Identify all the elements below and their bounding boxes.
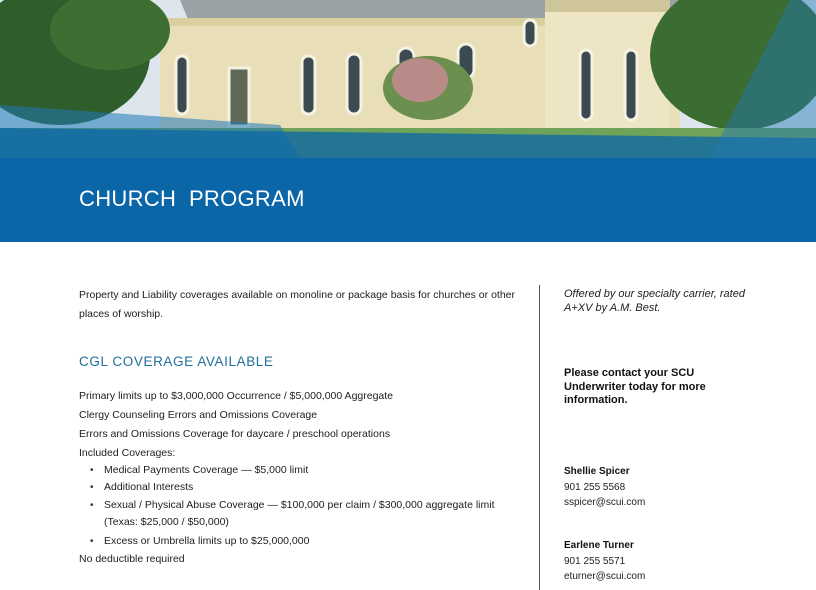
list-item-text: Excess or Umbrella limits up to $25,000,000: [104, 535, 310, 547]
coverage-line: Primary limits up to $3,000,000 Occurrence / $5,000,000 Aggregate: [79, 390, 394, 402]
list-item-text: Medical Payments Coverage — $5,000 limit: [104, 464, 309, 476]
deductible-note: No deductible required: [79, 553, 185, 565]
coverage-line: Clergy Counseling Errors and Omissions Coverage: [79, 409, 318, 421]
contact-name: Earlene Turner: [564, 540, 634, 551]
list-item: [90, 533, 504, 550]
bullet-icon: •: [90, 482, 94, 493]
coverage-line: Errors and Omissions Coverage for daycare / preschool operations: [79, 428, 391, 440]
contact-email[interactable]: sspicer@scui.com: [564, 497, 646, 508]
contact-phone: 901 255 5568: [564, 482, 626, 493]
hero-photo: [0, 0, 816, 158]
bullet-icon: •: [90, 465, 94, 476]
list-item-text: Sexual / Physical Abuse Coverage — $100,000 per claim / $300,000 aggregate limit (Texas: $25,000 / $50,000): [104, 499, 495, 528]
included-coverages-label: Included Coverages:: [79, 447, 176, 459]
church-photo-illustration: [0, 0, 816, 158]
page-title: CHURCH PROGRAM: [79, 186, 305, 211]
contact-call-to-action: Please contact your SCU Underwriter today for more information.: [564, 367, 706, 406]
list-item-text: Additional Interests: [104, 481, 194, 493]
bullet-icon: •: [90, 536, 94, 547]
coverage-section-title: CGL COVERAGE AVAILABLE: [79, 354, 274, 369]
list-item: [90, 497, 504, 531]
list-item: [90, 462, 504, 479]
contact-name: Shellie Spicer: [564, 466, 630, 477]
included-coverages-list: [90, 462, 504, 550]
list-item: [90, 479, 504, 496]
column-divider: [539, 285, 540, 590]
contact-phone: 901 255 5571: [564, 556, 626, 567]
contact-email[interactable]: eturner@scui.com: [564, 571, 646, 582]
intro-paragraph: Property and Liability coverages available on monoline or package basis for churches or other places of worship.: [79, 289, 515, 320]
bullet-icon: •: [90, 500, 94, 511]
carrier-note: Offered by our specialty carrier, rated A+XV by A.M. Best.: [564, 288, 745, 314]
